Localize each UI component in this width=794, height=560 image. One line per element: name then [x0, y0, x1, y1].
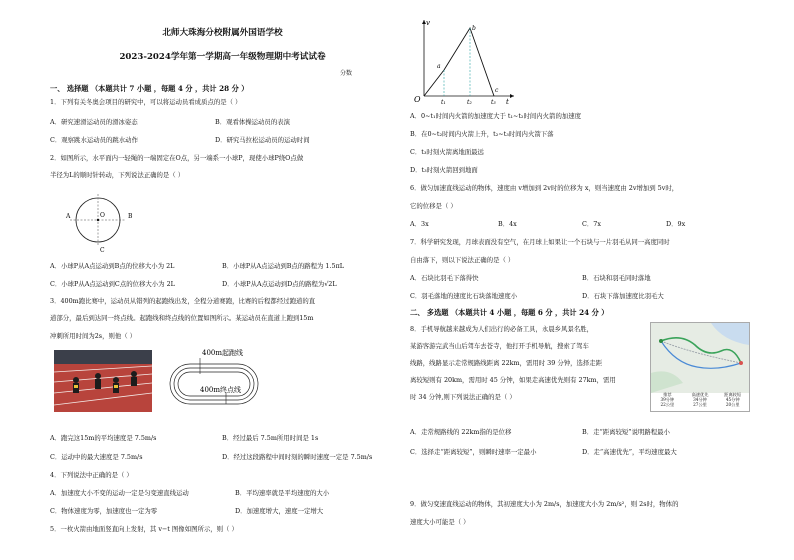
graph-t2-label: t₂ — [467, 99, 472, 106]
question-2-line1: 2．如图所示，水平面内一轻绳的一端固定在O点，另一端系一小球P，现使小球P绕O点做 — [50, 154, 304, 162]
q4-option-b: B．平均速率就是平均速度的大小 — [235, 489, 330, 497]
question-8-line1: 8．手机导航越来越成为人们出行的必备工具，永晨乡风景名胜， — [410, 325, 594, 333]
track-diagram — [162, 346, 282, 418]
map-route-label: 推荐 — [663, 392, 672, 397]
map-route-distance: 22公里 — [660, 401, 675, 407]
question-1: 1．下列有关冬奥会项目的研究中，可以将运动员看成质点的是（ ） — [50, 98, 242, 106]
circle-figure — [58, 190, 136, 252]
graph-t3-label: t₃ — [491, 99, 496, 106]
question-3-line2: 道部分，最后到达同一终点线。起跑线和终点线的位置如图所示。某运动员在直道上跑到15m — [50, 314, 314, 322]
question-7-line1: 7．科学研究发现，月球表面没有空气，在月球上如果让一个石块与一片羽毛从同一高度同时 — [410, 238, 670, 246]
map-route-time: 34分钟 — [693, 396, 707, 402]
question-8-line4: 离较短则有 20km，需用时 45 分钟，如果走高速优先则有 27km，需用 — [410, 376, 616, 384]
q3-option-d: D．经过这段路程中间时刻的瞬时速度一定是 7.5m/s — [222, 453, 373, 461]
school-title: 北师大珠海分校附属外国语学校 — [162, 28, 283, 38]
fig-label-o: O — [100, 212, 105, 219]
graph-t1-label: t₁ — [441, 99, 446, 106]
fig-label-a: A — [66, 213, 71, 220]
map-route-highway[interactable] — [684, 393, 717, 411]
track-start-label: 400m起跑线 — [202, 349, 243, 357]
track-end-label: 400m终点线 — [200, 386, 241, 394]
section-2-heading: 二、 多选题 （本题共计 4 小题 ，每题 6 分 ，共计 24 分 ） — [410, 308, 609, 317]
question-8-line2: 某游客游完武当山后驾车去苍寺，他打开手机导航，搜索了驾车 — [410, 342, 589, 350]
q2-option-c: C．小球P从A点运动到C点的位移大小为 2L — [50, 280, 175, 288]
map-route-shortest[interactable] — [716, 393, 749, 411]
question-7-line2: 自由落下，则以下说法正确的是（ ） — [410, 256, 515, 264]
question-5: 5．一枚火箭由地面竖直向上发射，其 v−t 图像如图所示，则（ ） — [50, 525, 238, 533]
graph-point-a: a — [437, 63, 441, 70]
left-column — [50, 0, 395, 560]
map-route-label: 高速优先 — [691, 392, 709, 397]
q7-option-c: C．羽毛落地的速度比石块落地速度小 — [410, 292, 518, 300]
q2-option-b: B．小球P从A点运动到B点的路程为 1.5πL — [222, 262, 345, 270]
q6-option-c: C．7x — [582, 220, 601, 228]
q5-option-c: C．t₃时刻火箭离地面最远 — [410, 148, 484, 156]
score-label: 分数 — [340, 70, 353, 77]
question-3-line3: 冲刺所用时间为2s，则他（ ） — [50, 332, 137, 340]
q4-option-d: D．加速度增大，速度一定增大 — [235, 507, 324, 515]
question-6-line2: 它的位移是（ ） — [410, 202, 457, 210]
q3-option-a: A．跑完这15m的平均速度是 7.5m/s — [50, 434, 157, 442]
map-route-time: 45分钟 — [725, 396, 740, 402]
running-track-photo — [54, 350, 152, 412]
q3-option-b: B．经过最后 7.5m所用时间是 1s — [222, 434, 319, 442]
right-column — [340, 0, 755, 560]
fig-label-c: C — [100, 247, 105, 252]
question-9-line1: 9．做匀变速直线运动的物体，其初速度大小为 2m/s，加速度大小为 2m/s²，则 2s时，物体的 — [410, 500, 679, 508]
q7-option-a: A．石块比羽毛下落得快 — [410, 274, 479, 282]
map-route-label: 距离较短 — [724, 392, 742, 397]
q7-option-b: B．石块和羽毛同时落地 — [582, 274, 651, 282]
navigation-map — [650, 322, 750, 412]
q7-option-d: D．石块下落加速度比羽毛大 — [582, 292, 664, 300]
q5-option-b: B．在0~t₂时间内火箭上升，t₂~t₃时间内火箭下落 — [410, 130, 554, 138]
q1-option-b: B．观看体操运动员的表演 — [215, 118, 290, 126]
map-route-time: 39分钟 — [660, 396, 675, 402]
section-1-heading: 一、 选择题 （本题共计 7 小题 ，每题 4 分 ，共计 28 分 ） — [50, 84, 249, 93]
q5-option-d: D．t₃时刻火箭回到地面 — [410, 166, 478, 174]
q6-option-b: B．4x — [498, 220, 517, 228]
graph-point-b: b — [472, 25, 476, 32]
map-route-distance: 20公里 — [725, 401, 740, 407]
q4-option-a: A．加速度大小不变的运动一定是匀变速直线运动 — [50, 489, 189, 497]
q1-option-c: C．观察跳水运动员的跳水动作 — [50, 136, 138, 144]
q8-option-b: B．走“距离较短”说明路程最小 — [582, 428, 670, 436]
question-8-line5: 时 34 分钟,则下列说法正确的是（ ） — [410, 393, 516, 401]
q8-option-c: C．选择走“距离较短”，则瞬时速率一定最小 — [410, 448, 537, 456]
exam-title: 2023-2024学年第一学期高一年级物理期中考试试卷 — [119, 52, 326, 62]
map-route-recommended[interactable] — [651, 393, 684, 411]
question-2-line2: 半径为L的顺时针转动，下列说法正确的是（ ） — [50, 171, 185, 179]
graph-origin-label: O — [414, 95, 421, 104]
graph-v-label: v — [426, 19, 430, 27]
q5-option-a: A．0~t₁时间内火箭的加速度大于 t₁~t₂时间内火箭的加速度 — [410, 112, 582, 120]
q1-option-d: D．研究马拉松运动员的运动时间 — [215, 136, 310, 144]
graph-point-c: c — [495, 87, 499, 94]
question-6-line1: 6．做匀加速直线运动的物体，速度由 v增加到 2v时的位移为 x，则当速度由 2v增加到 5v时， — [410, 184, 679, 192]
q6-option-a: A．3x — [410, 220, 429, 228]
q3-option-c: C．运动中的最大速度是 7.5m/s — [50, 453, 143, 461]
q1-option-a: A．研究速滑运动员的滑冰姿态 — [50, 118, 138, 126]
q8-option-a: A．走常规路线的 22km指的是位移 — [410, 428, 512, 436]
q8-option-d: D．走“高速优先”，平均速度最大 — [582, 448, 677, 456]
q2-option-d: D．小球P从A点运动到D点的路程为√2L — [222, 280, 337, 288]
graph-t-label: t — [506, 98, 509, 106]
fig-label-b: B — [128, 213, 133, 220]
question-8-line3: 线路，线路显示走常规路线距离 22km，需用时 39 分钟，选择走距 — [410, 359, 603, 367]
q4-option-c: C．物体速度为零，加速度也一定为零 — [50, 507, 158, 515]
question-3-line1: 3．400m跑比赛中，运动员从错列的起跑线出发，全程分道赛跑，比赛的后程都经过跑道的直 — [50, 297, 316, 305]
vt-graph — [410, 16, 520, 106]
q6-option-d: D．9x — [666, 220, 686, 228]
q2-option-a: A．小球P从A点运动到B点的位移大小为 2L — [50, 262, 175, 270]
question-4: 4．下列说法中正确的是（ ） — [50, 471, 133, 479]
map-route-distance: 27公里 — [693, 401, 707, 407]
question-9-line2: 速度大小可能是（ ） — [410, 518, 470, 526]
